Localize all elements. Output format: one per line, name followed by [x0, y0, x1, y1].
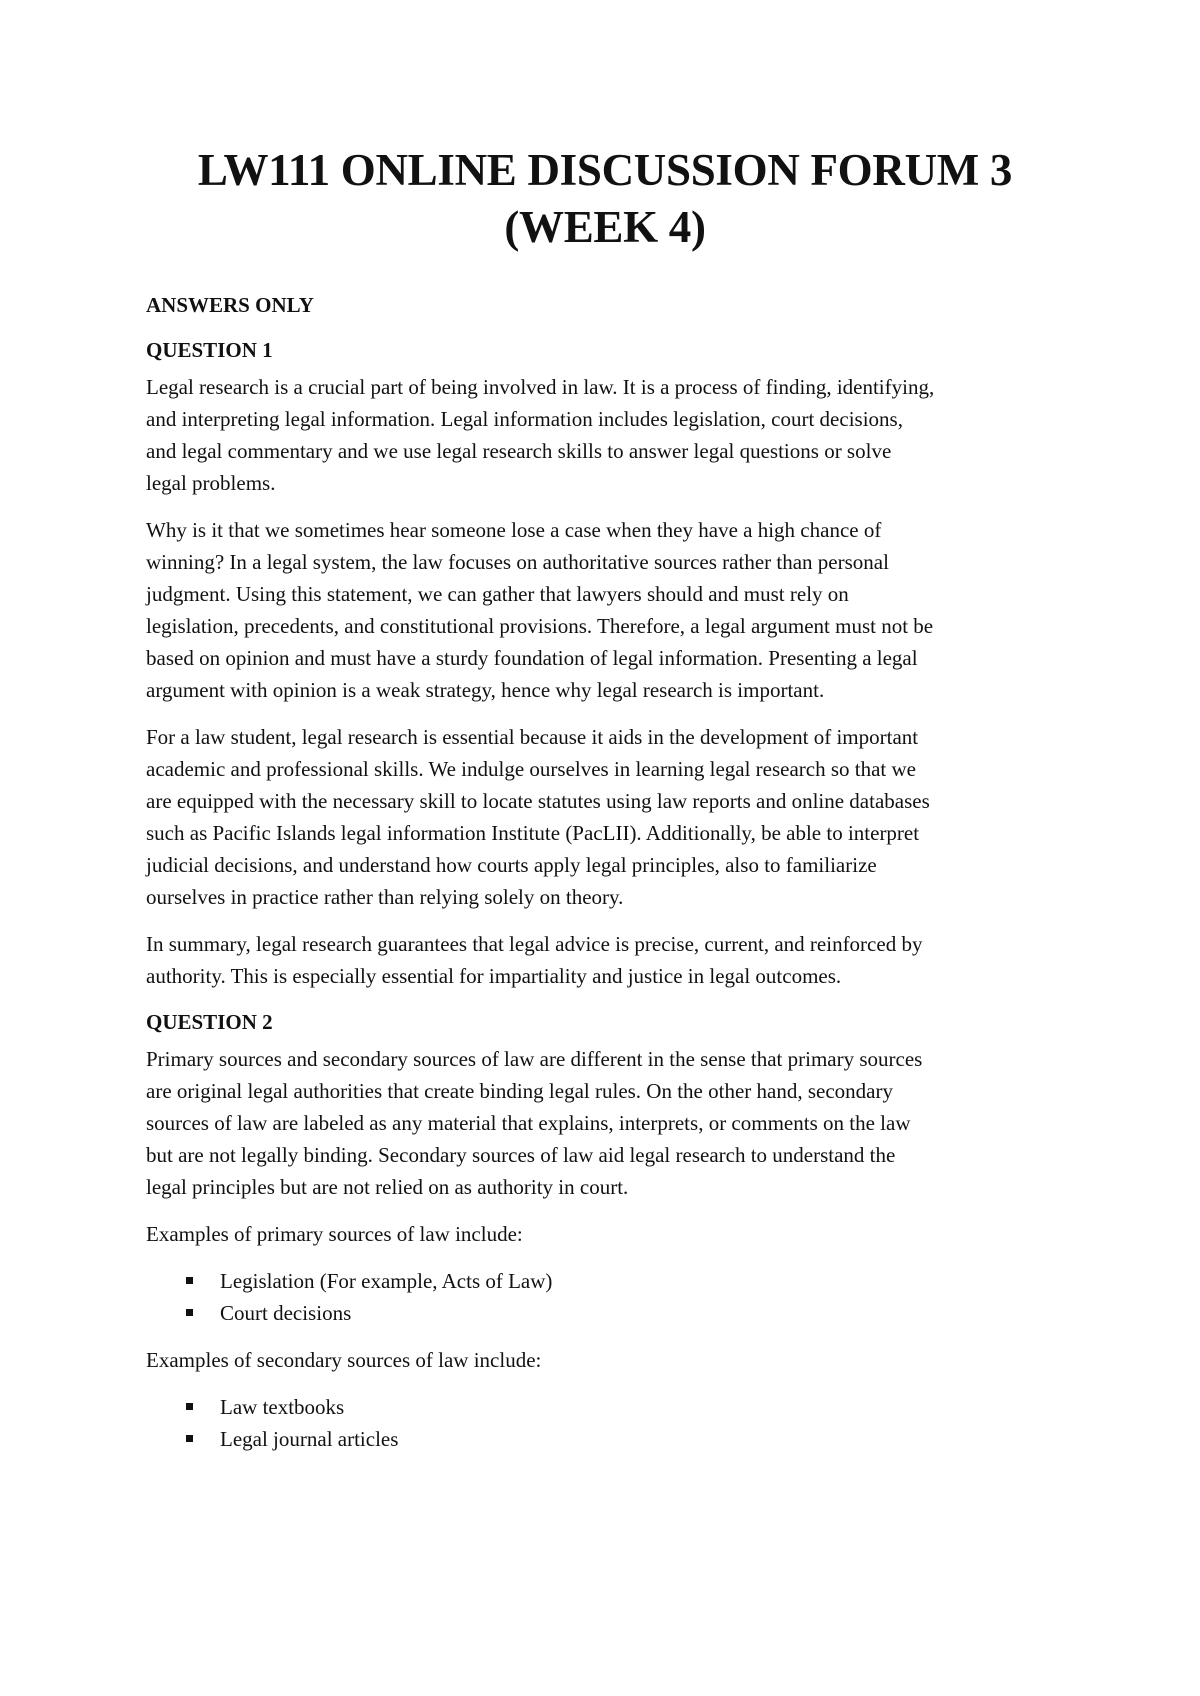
secondary-sources-label: Examples of secondary sources of law include:: [146, 1348, 542, 1372]
list-item: Legislation (For example, Acts of Law): [186, 1265, 1064, 1297]
q2-intro-paragraph: Primary sources and secondary sources of law are different in the sense that primary sources are original legal authorities that create binding legal rules. On the other hand, secondary sources of law are labeled as any material that explains, interprets, or comments on the law but are not legally binding. Secondary sources of law aid legal research to understand the legal principles but are not relied on as authority in court.: [146, 1047, 923, 1199]
list-item: Court decisions: [186, 1297, 1064, 1329]
q1-paragraph-4: In summary, legal research guarantees that legal advice is precise, current, and reinforced by authority. This is especially essential for impartiality and justice in legal outcomes.: [146, 932, 923, 988]
q1-paragraph-2: Why is it that we sometimes hear someone lose a case when they have a high chance of winning? In a legal system, the law focuses on authoritative sources rather than personal judgment. Using this statement, we can gather that lawyers should and must rely on legislation, precedents, and constitutional provisions. Therefore, a legal argument must not be based on opinion and must have a sturdy foundation of legal information. Presenting a legal argument with opinion is a weak strategy, hence why legal research is important.: [146, 518, 934, 702]
secondary-sources-list: [146, 1391, 1064, 1455]
list-item: Law textbooks: [186, 1391, 1064, 1423]
question-2-heading: QUESTION 2: [146, 1010, 273, 1034]
primary-sources-label: Examples of primary sources of law include:: [146, 1222, 523, 1246]
square-bullet-icon: [186, 1435, 193, 1442]
square-bullet-icon: [186, 1309, 193, 1316]
answers-only-heading: ANSWERS ONLY: [146, 293, 314, 317]
q1-paragraph-1: Legal research is a crucial part of being involved in law. It is a process of finding, identifying, and interpreting legal information. Legal information includes legislation, court decisions, and legal commentary and we use legal research skills to answer legal questions or solve legal problems.: [146, 375, 935, 495]
title-line-1: LW111 ONLINE DISCUSSION FORUM 3: [197, 145, 1013, 195]
square-bullet-icon: [186, 1403, 193, 1410]
question-1-heading: QUESTION 1: [146, 338, 273, 362]
list-item: Legal journal articles: [186, 1423, 1064, 1455]
title-line-2: (WEEK 4): [504, 202, 706, 252]
primary-sources-list: [146, 1265, 1064, 1329]
q1-paragraph-3: For a law student, legal research is essential because it aids in the development of important academic and professional skills. We indulge ourselves in learning legal research so that we are equipped with the necessary skill to locate statutes using law reports and online databases such as Pacific Islands legal information Institute (PacLII). Additionally, be able to interpret judicial decisions, and understand how courts apply legal principles, also to familiarize ourselves in practice rather than relying solely on theory.: [146, 725, 930, 909]
document-title: [146, 142, 1064, 256]
square-bullet-icon: [186, 1277, 193, 1284]
